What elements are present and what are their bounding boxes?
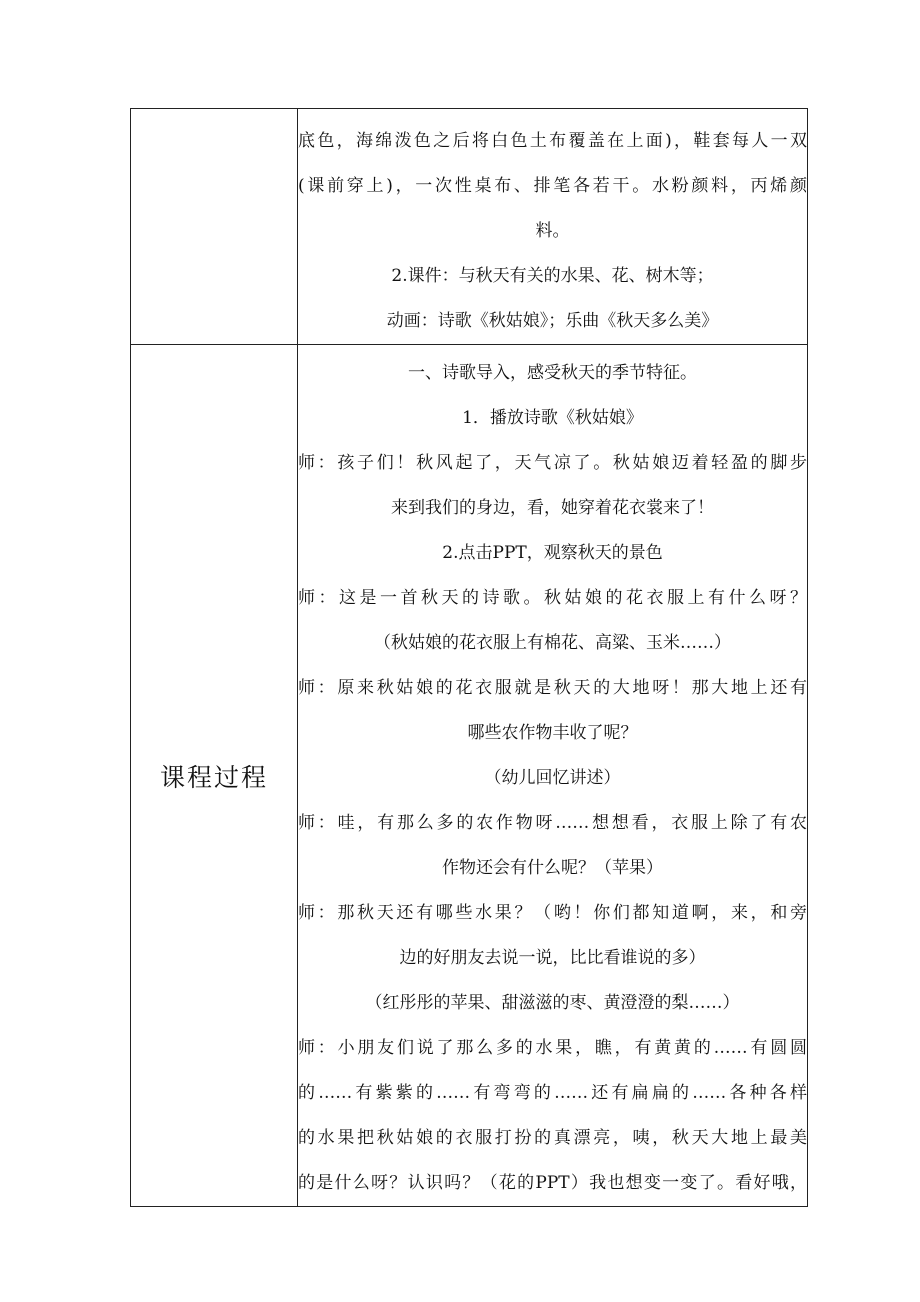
text-line: （红彤彤的苹果、甜滋滋的枣、黄澄澄的梨……） — [365, 993, 740, 1013]
materials-lines — [298, 109, 807, 344]
text-line: 一、诗歌导入，感受秋天的季节特征。 — [408, 363, 697, 383]
text-line: （幼儿回忆讲述） — [484, 768, 621, 788]
process-row — [131, 345, 808, 1207]
text-line: 作物还会有什么呢？（苹果） — [442, 858, 663, 878]
materials-content-cell — [298, 109, 808, 345]
text-line: 来到我们的身边，看，她穿着花衣裳来了！ — [391, 498, 714, 518]
text-line: 底色，海绵泼色之后将白色土布覆盖在上面)，鞋套每人一双 — [298, 131, 807, 151]
text-line: 师：孩子们！秋风起了，天气凉了。秋姑娘迈着轻盈的脚步 — [298, 453, 807, 473]
text-line: 的……有紫紫的……有弯弯的……还有扁扁的……各种各样 — [298, 1083, 807, 1103]
text-line: 料。 — [535, 221, 570, 241]
text-line: 2.课件：与秋天有关的水果、花、树木等； — [391, 266, 714, 286]
text-line: 动画：诗歌《秋姑娘》；乐曲《秋天多么美》 — [386, 311, 719, 331]
process-lines — [298, 345, 807, 1206]
text-line: (课前穿上)，一次性桌布、排笔各若干。水粉颜料，丙烯颜 — [298, 176, 807, 196]
process-content-cell — [298, 345, 808, 1207]
text-line: 1．播放诗歌《秋姑娘》 — [462, 408, 643, 428]
text-line: 师：小朋友们说了那么多的水果，瞧，有黄黄的……有圆圆 — [298, 1038, 807, 1058]
text-line: （秋姑娘的花衣服上有棉花、高粱、玉米……） — [374, 633, 731, 653]
text-line: 师：哇，有那么多的农作物呀……想想看，衣服上除了有农 — [298, 813, 807, 833]
lesson-plan-table — [130, 108, 808, 1207]
process-row-label: 课程过程 — [159, 762, 268, 792]
text-line: 2.点击PPT，观察秋天的景色 — [442, 543, 663, 563]
process-label-cell — [131, 345, 298, 1207]
text-line: 的是什么呀？认识吗？（花的PPT）我也想变一变了。看好哦， — [298, 1173, 807, 1193]
text-line: 师：原来秋姑娘的花衣服就是秋天的大地呀！那大地上还有 — [298, 678, 807, 698]
text-line: 边的好朋友去说一说，比比看谁说的多） — [399, 948, 706, 968]
text-line: 师：这是一首秋天的诗歌。秋姑娘的花衣服上有什么呀？ — [298, 588, 807, 608]
text-line: 师：那秋天还有哪些水果？（哟！你们都知道啊，来，和旁 — [298, 903, 807, 923]
text-line: 的水果把秋姑娘的衣服打扮的真漂亮，咦，秋天大地上最美 — [298, 1128, 807, 1148]
materials-row — [131, 109, 808, 345]
text-line: 哪些农作物丰收了呢？ — [467, 723, 638, 743]
materials-label-cell — [131, 109, 298, 345]
